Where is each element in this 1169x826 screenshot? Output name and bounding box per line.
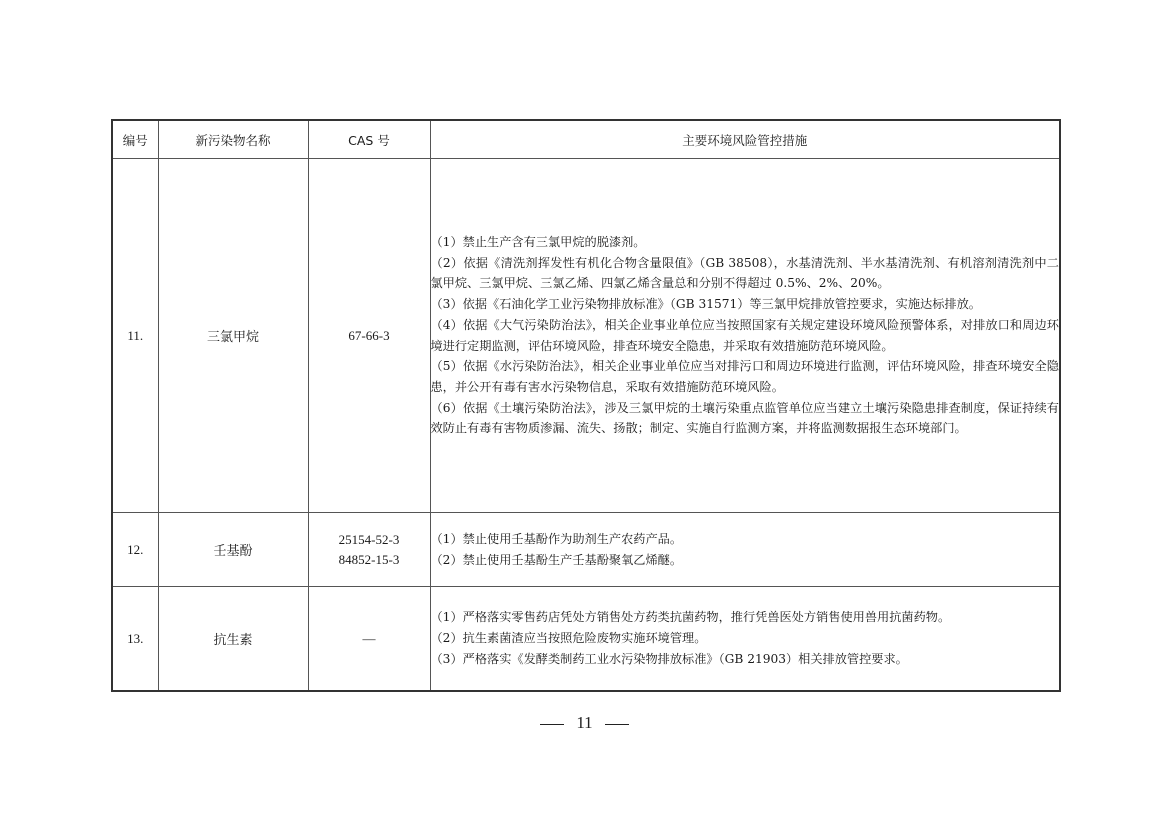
- measure-item: （2）禁止使用壬基酚生产壬基酚聚氧乙烯醚。: [430, 552, 683, 567]
- measure-item: （4）依据《大气污染防治法》，相关企业事业单位应当按照国家有关规定建设环境风险预警体系，对排放口和周边环境进行定期监测，评估环境风险，排查环境安全隐患，并采取有效措施防范环境风险。: [430, 317, 1059, 353]
- row-number: 12.: [112, 513, 158, 587]
- header-number: 编号: [112, 120, 158, 159]
- measure-item: （5）依据《水污染防治法》，相关企业事业单位应当对排污口和周边环境进行监测，评估环境风险，排查环境安全隐患，并公开有毒有害水污染物信息，采取有效措施防范环境风险。: [430, 359, 1059, 394]
- pollutant-name: 三氯甲烷: [158, 159, 308, 513]
- measure-item: （1）严格落实零售药店凭处方销售处方药类抗菌药物，推行凭兽医处方销售使用兽用抗菌药物。: [430, 610, 951, 625]
- dash-left-decoration: [540, 724, 564, 725]
- page-number: 11: [576, 713, 593, 732]
- row-number: 11.: [112, 159, 158, 513]
- header-pollutant-name: 新污染物名称: [158, 120, 308, 159]
- row-number: 13.: [112, 587, 158, 692]
- page-footer: [0, 713, 1169, 733]
- cas-value: 25154-52-3: [338, 531, 400, 547]
- cas-number: [308, 513, 430, 587]
- measure-item: （1）禁止生产含有三氯甲烷的脱漆剂。: [430, 234, 646, 249]
- table-row: [112, 587, 1060, 692]
- table-row: [112, 159, 1060, 513]
- measure-item: （2）依据《清洗剂挥发性有机化合物含量限值》（GB 38508），水基清洗剂、半水基清洗剂、有机溶剂清洗剂中二氯甲烷、三氯甲烷、三氯乙烯、四氯乙烯含量总和分别不得超过 0.5%、2%、20%。: [430, 255, 1059, 291]
- measure-item: （3）依据《石油化学工业污染物排放标准》（GB 31571）等三氯甲烷排放管控要求，实施达标排放。: [430, 297, 981, 312]
- measure-item: （3）严格落实《发酵类制药工业水污染物排放标准》（GB 21903）相关排放管控要求。: [430, 651, 908, 666]
- pollutant-name: 抗生素: [158, 587, 308, 692]
- table-header-row: [112, 120, 1060, 159]
- dash-right-decoration: [605, 724, 629, 725]
- measure-item: （6）依据《土壤污染防治法》，涉及三氯甲烷的土壤污染重点监管单位应当建立土壤污染隐患排查制度，保证持续有效防止有毒有害物质渗漏、流失、扬散；制定、实施自行监测方案，并将监测数据报生态环境部门。: [430, 400, 1059, 436]
- cas-value: 84852-15-3: [338, 551, 400, 567]
- header-cas-number: CAS 号: [308, 120, 430, 159]
- measure-item: （2）抗生素菌渣应当按照危险废物实施环境管理。: [430, 631, 707, 646]
- control-measures: [430, 513, 1060, 587]
- control-measures: [430, 159, 1060, 513]
- cas-value: 67-66-3: [348, 327, 390, 343]
- table-row: [112, 513, 1060, 587]
- header-control-measures: 主要环境风险管控措施: [430, 120, 1060, 159]
- pollutant-control-table: [111, 119, 1061, 692]
- cas-number: [308, 159, 430, 513]
- pollutant-name: 壬基酚: [158, 513, 308, 587]
- cas-number: [308, 587, 430, 692]
- control-measures: [430, 587, 1060, 692]
- measure-item: （1）禁止使用壬基酚作为助剂生产农药产品。: [430, 531, 683, 546]
- cas-value: —: [362, 630, 376, 646]
